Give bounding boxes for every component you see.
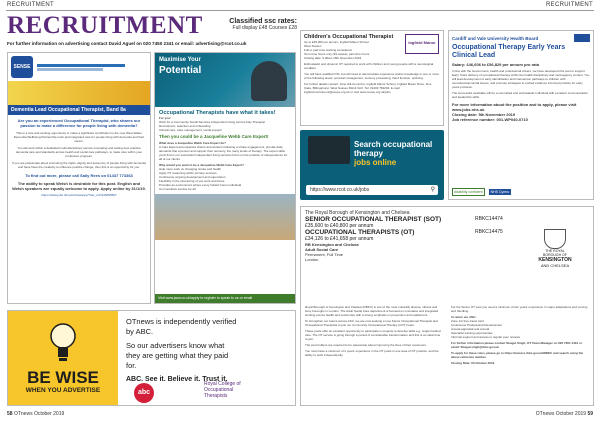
ot-ad-line3: So our advertisers know what [126,341,225,350]
dementia-p1: This is a rare and exciting opportunity to make a significant contribution to the new West Wales Dementia Wellbeing Partnership work and integrated care for people living with dementia and their carers. [13,131,145,143]
rbkc-closing: Closing Date: 03 October 2019 [451,361,495,365]
dementia-title: Dementia Lead Occupational Therapist, Band 8a [8,105,150,115]
cardiff-org: Cardiff and Vale University Health Board [452,35,539,41]
childrens-ot-ad [300,30,444,126]
wheelchair-photo [251,61,287,101]
bullet-3: Clinical care, case management, social support [159,128,222,132]
footer-right-num: 59 [587,411,593,417]
cardiff-p2: The successful candidate will be a committed and enthusiastic individual with excellent communication and leadership skills. [452,91,588,99]
footer-right-text: OTnews October 2019 [535,411,587,417]
logo-line1: THE ROYAL [545,249,565,253]
crest-icon [544,229,566,249]
search-line2: jobs online [354,158,397,167]
be-wise-panel [8,311,118,405]
health-board-logo [11,56,33,78]
dementia-ad [7,52,151,304]
rbkc-benefit-5: Informal support and access to regular peer reviews [451,335,521,339]
rbkc-apply: To apply for these roles, please go to https://careers.rbkc.gov.uk/RBKC and search using the above reference number. [451,351,584,359]
nhs-wales-logo [574,34,590,42]
rbkc-p2: To strengthen our teams across ASC, we are now seeking a new Senior Occupational Therapist and Occupational Therapists to join our Community Occupational Therapy (COT) team. [305,319,438,327]
reason-6: An innovative service for all [159,187,196,191]
cardiff-ad [448,30,594,200]
childrens-detail-1: Up to £39,000 per annum; Ingfield Manor School [304,40,369,44]
search-url-bar[interactable] [306,185,438,195]
rbkc-benefit-1: Zone 1/2 free travel card [451,319,484,323]
cardiff-p1: In line with the Government, health and professional drivers, we have developed this post to support Early Years delivery of occupational therapy within the health disciplinary and multi-agency context. You will lead development of early identification and intervention pathways to children with neurodevelopmental issues, and promote strategies to embed evidence informed practice for early years provision. [452,69,590,89]
rbkc-role1-ref: RBKC14474 [475,216,503,222]
rbkc-role1-salary: £35,600 to £40,800 per annum [305,223,374,229]
logo-text: SENSE [13,64,31,70]
abc-logo: abc [134,383,154,403]
childrens-detail-5: Closing date: 9.00am 15th November 2019 [304,56,362,60]
laptop-photo [308,136,350,164]
ingfield-logo: Ingfield Manor [405,34,439,54]
search-jobs-ad[interactable] [300,130,444,200]
search-icon: ⚲ [430,187,435,193]
rbkc-benefit-3: Annual appraisal and annual [451,327,490,331]
rbkc-p1: Royal Borough of Kensington and Chelsea (RBKC) is one of the most culturally diverse, vibrant and busy boroughs in London. The Adult Social Care department is focused on innovative and integrated working across health and social care with a strong emphasis on prevention and reablement. [305,305,439,317]
footer-left [7,411,64,417]
dementia-contact: To find out more, please call Sally Rees on 01437 773363 [25,173,133,178]
jacqueline-cta: Then you could be a Jacqueline Webb Care Expert! [159,134,269,139]
otnews-abc-ad [7,310,296,406]
reason-1: Help more work on changing stroke and health [159,167,222,171]
ot-ad-line5: for. [126,361,137,370]
rbkc-header: The Royal Borough of Kensington and Chelsea [305,210,410,216]
dementia-intro: Are you an experienced Occupational Therapist, who shares our passion to make a difference for people living with dementia? [17,118,141,128]
ot-ad-line2: by ABC. [126,327,154,336]
logo-line2: BOROUGH OF [543,253,567,257]
dementia-p2: You will work within a dedicated multi-disciplinary service innovating and setting best practice dementia care and standards across health and social care pathways, to make care within your profession progress. [15,146,143,158]
rcot-line2: Occupational [204,387,234,393]
rcot-line3: Therapists [204,393,228,399]
childrens-p2: You will have qualified OTs, but will need to demonstrate experience and/or knowledge in one or more of the following areas: postural management, sensory processing, hand function, splinting. [304,72,439,80]
rbkc-benefit-4: Specialist training opportunities [451,331,493,335]
rbkc-role2: OCCUPATIONAL THERAPISTS (OT) [305,229,415,236]
dementia-photo-strip [8,81,150,105]
lightbulb-icon [48,321,78,365]
jacqueline-q1: What does a Jacqueline Webb Care Expert do? [159,141,226,145]
rbkc-loc4: London [305,257,319,262]
ot-ad-tagline: ABC. See it. Believe it. Trust it. [126,376,228,383]
rbkc-ad [300,206,594,406]
childrens-detail-3: Full or part-time working considered [304,48,352,52]
advertising-contact: For further information on advertising contact David Aguel on 020 7450 2341 or email: advertising@rcot.co.uk [7,41,247,46]
rbkc-benefit-2: Continuous Professional Development [451,323,503,327]
hero-line1: Maximise Your [159,57,201,63]
dementia-url[interactable]: https://www.jobs.nhs.uk/xi/vacancy/?vac_ref=915465567 [41,193,117,197]
page-header-left: RECRUITMENT [7,2,54,8]
when-advertise-text: WHEN YOU ADVERTISE [25,387,101,394]
bullet-2: Recruitment, selection and onboarding [159,124,211,128]
cardiff-info: For more information about the position and to apply, please visit www.jobs.nhs.uk [452,102,577,112]
for-you: For you: [159,116,171,120]
childrens-detail-4: Term time hours only (39 weeks), part-time hours [304,52,370,56]
dementia-welsh: The ability to speak Welsh is desirable for this post. English and Welsh speakers are equally welcome to apply. Apply online by 31/1/19. [12,181,146,191]
cardiff-ref: Job reference number: 001-WP040-0710 [452,117,528,122]
jacqueline-photo [155,194,295,240]
footer-left-num: 58 [7,411,13,417]
footer-right [536,411,593,417]
recruitment-banner [7,14,297,48]
rcot-line1: Royal College of [204,381,241,387]
rbkc-logo [525,229,585,268]
be-wise-text: BE WISE [27,368,99,387]
rbkc-p4: The post holders are required to be passionate about improving the lives of their customers. [305,343,427,347]
rbkc-r1: For the Senior OT post you need a minimum of two years' experience in major adaptations and moving and handling. [451,305,588,313]
rbkc-p5: You must have a minimum of 2 years' experience in the OT posts in one area of OT practice, and the ability to work independently. [305,349,439,357]
cardiff-salary: Salary: £46,606 to £56,829 per annum pro rata [452,62,539,67]
reason-3: Continuous ongoing development and supervision [159,175,226,179]
cardiff-title-2: Clinical Lead [452,52,496,59]
ot-ad-line4: they are getting what they paid [126,351,229,360]
logo-line4: AND CHELSEA [540,263,570,268]
reason-4: Flexibility in the structuring of you work and times [159,179,225,183]
rbkc-loc1: RB Kensington and Chelsea [305,242,359,247]
dementia-p3: If you are passionate about promoting the rights, dignity and autonomy of people living with dementia and have have the creativity to influence positive change, then this is an opportunity for you. [12,161,146,169]
rcot-logo [204,381,284,399]
disability-confident-logo: disability confident [454,190,483,194]
rbkc-benefits-title: In return we offer: [451,315,477,319]
jacqueline-hero [155,53,295,107]
jacqueline-section-title: Occupational Therapists have what it takes! [159,110,276,116]
childrens-title: Children's Occupational Therapist [304,34,394,40]
bullet-1: Work for a Community Social Services independent living service Day Therapist [159,120,265,124]
page-header-right: RECRUITMENT [546,2,593,8]
logo-line3: KENSINGTON [538,257,572,263]
childrens-p3: For further details contact: Jane Hill-Cummins, Ingfield Manor School, Ingfield Manor Drive, Five Oaks, Billingshurst, West Sussex RH14 9AX. Tel: 01403 782294. E-mail: ingfield.recruitment@scope.org.uk or visit www.scope.org.uk/jobs [304,82,432,94]
recruitment-title: RECRUITMENT [7,12,203,39]
hero-line2: Potential [159,65,202,76]
jacqueline-footer[interactable]: Visit www.jacw.co.uk/apply to register to speak to us or email [155,294,295,303]
rbkc-p3: These posts offer an excellent opportunity to participate in projects to develop skills e.g. single handed care. The OT service is going through a period of considerable transformation and this is an ideal time to join. [305,329,441,341]
ot-ad-line1: OTnews is independently verified [126,317,237,326]
search-line1: Search occupational therapy [354,140,433,158]
jacqueline-p: A Care Expert accompanies clients and workers following a stroke engagement, provide daily demands that a person and support their recovery, the many levels of therapy. The expert skills you'll find in our successful independent living services focus on the practice of independence for all of our clients. [159,145,288,161]
search-url: https://www.rcot.co.uk/jobs [310,187,370,193]
classified-label: Classified ssc rates: [229,18,297,25]
rbkc-role1: SENIOR OCCUPATIONAL THERAPIST (SOT) [305,216,442,223]
rbkc-loc2: Adult Social Care [305,247,339,252]
nhs-cymru-logo: NHS Cymru [490,190,510,194]
rbkc-loc3: Permanent, Full Time [305,252,344,257]
jacqueline-ad [154,52,296,304]
cardiff-title-1: Occupational Therapy Early Years [452,44,566,51]
rbkc-role2-salary: £34,126 to £41,658 per annum [305,236,374,242]
jacqueline-q2: Why would you want to be a Jacqueline Webb Care Expert? [159,163,244,167]
classified-rates: Full display £48 Courses £28 [232,25,297,31]
rbkc-info: For further information please contact Shagul Singh, OT Team Manager on 020 7361 4434 or email: Shagul.singh@rbkc.gov.uk [451,341,582,349]
reason-2: Apply OT reasoning within primary services [159,171,217,175]
reason-5: Provides an environment where every holistic hours individual [159,183,242,187]
childrens-p1: Enthusiastic and dynamic OT required to work with children and young people with a neurological condition. [304,62,434,70]
cardiff-closing: Closing date: 5th November 2019 [452,112,516,117]
header-rule [6,10,594,11]
footer-left-text: OTnews October 2019 [13,411,65,417]
childrens-detail-2: West Sussex [304,44,322,48]
rbkc-role2-ref: RBKC14475 [475,229,503,235]
